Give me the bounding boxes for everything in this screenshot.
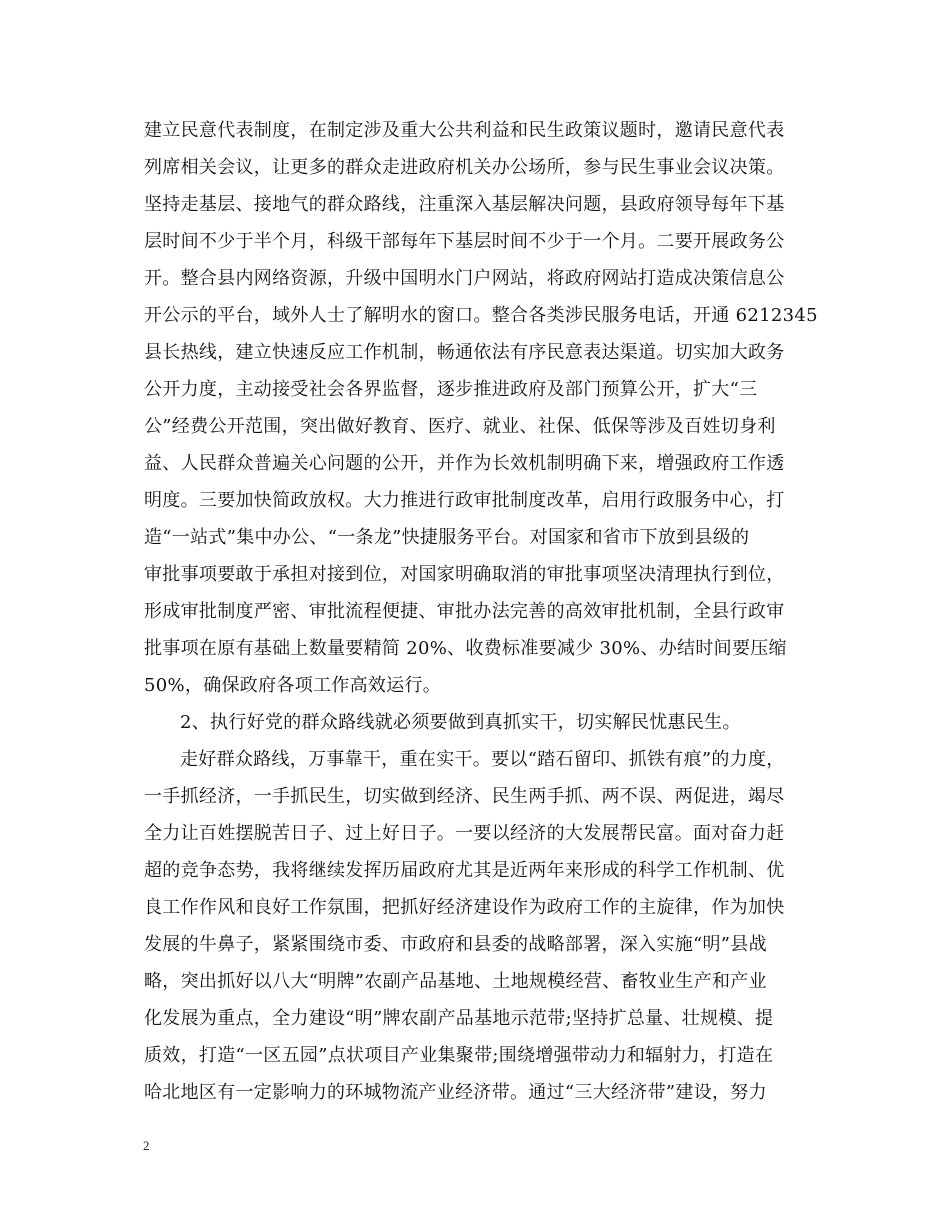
text-line: 超的竞争态势，我将继续发挥历届政府尤其是近两年来形成的科学工作机制、优 xyxy=(144,860,785,881)
text-line: 开公示的平台，域外人士了解明水的窗口。整合各类涉民服务电话，开通 6212345 xyxy=(144,305,818,326)
text-line: 建立民意代表制度，在制定涉及重大公共利益和民生政策议题时，邀请民意代表 xyxy=(144,120,785,141)
text-line: 造“一站式”集中办公、“一条龙”快捷服务平台。对国家和省市下放到县级的 xyxy=(144,527,750,548)
text-line: 哈北地区有一定影响力的环城物流产业经济带。通过“三大经济带”建设，努力 xyxy=(144,1082,767,1103)
text-line: 一手抓经济，一手抓民生，切实做到经济、民生两手抓、两不误、两促进，竭尽 xyxy=(144,786,785,807)
text-line: 批事项在原有基础上数量要精简 20%、收费标准要减少 30%、办结时间要压缩 xyxy=(144,638,787,659)
text-line: 全力让百姓摆脱苦日子、过上好日子。一要以经济的大发展帮民富。面对奋力赶 xyxy=(144,823,785,844)
text-line: 坚持走基层、接地气的群众路线，注重深入基层解决问题，县政府领导每年下基 xyxy=(144,194,785,215)
text-line: 益、人民群众普遍关心问题的公开，并作为长效机制明确下来，增强政府工作透 xyxy=(144,453,785,474)
page-number: 2 xyxy=(143,1138,150,1153)
text-line: 50%，确保政府各项工作高效运行。 xyxy=(144,675,442,696)
text-line: 公开力度，主动接受社会各界监督，逐步推进政府及部门预算公开，扩大“三 xyxy=(144,379,758,400)
text-line: 列席相关会议，让更多的群众走进政府机关办公场所，参与民生事业会议决策。 xyxy=(144,157,785,178)
text-line: 形成审批制度严密、审批流程便捷、审批办法完善的高效审批机制，全县行政审 xyxy=(144,601,785,622)
text-line: 开。整合县内网络资源，升级中国明水门户网站，将政府网站打造成决策信息公 xyxy=(144,268,785,289)
text-line: 质效，打造“一区五园”点状项目产业集聚带;围绕增强带动力和辐射力，打造在 xyxy=(144,1045,774,1066)
text-line: 发展的牛鼻子，紧紧围绕市委、市政府和县委的战略部署，深入实施“明”县战 xyxy=(144,934,767,955)
text-line: 审批事项要敢于承担对接到位，对国家明确取消的审批事项坚决清理执行到位， xyxy=(144,564,785,585)
text-line: 明度。三要加快简政放权。大力推进行政审批制度改革，启用行政服务中心，打 xyxy=(144,490,785,511)
text-line: 良工作作风和良好工作氛围，把抓好经济建设作为政府工作的主旋律，作为加快 xyxy=(144,897,785,918)
text-line: 公”经费公开范围，突出做好教育、医疗、就业、社保、低保等涉及百姓切身利 xyxy=(144,416,776,437)
text-line: 化发展为重点，全力建设“明”牌农副产品基地示范带;坚持扩总量、壮规模、提 xyxy=(144,1008,774,1029)
text-line: 层时间不少于半个月，科级干部每年下基层时间不少于一个月。二要开展政务公 xyxy=(144,231,785,252)
paragraph-start-line: 走好群众路线，万事靠干，重在实干。要以“踏石留印、抓铁有痕”的力度， xyxy=(180,749,785,770)
document-body xyxy=(144,112,816,1111)
text-line: 略，突出抓好以八大“明牌”农副产品基地、土地规模经营、畜牧业生产和产业 xyxy=(144,971,767,992)
text-line: 县长热线，建立快速反应工作机制，畅通依法有序民意表达渠道。切实加大政务 xyxy=(144,342,785,363)
section-heading: 2、执行好党的群众路线就必须要做到真抓实干，切实解民忧惠民生。 xyxy=(180,712,741,733)
